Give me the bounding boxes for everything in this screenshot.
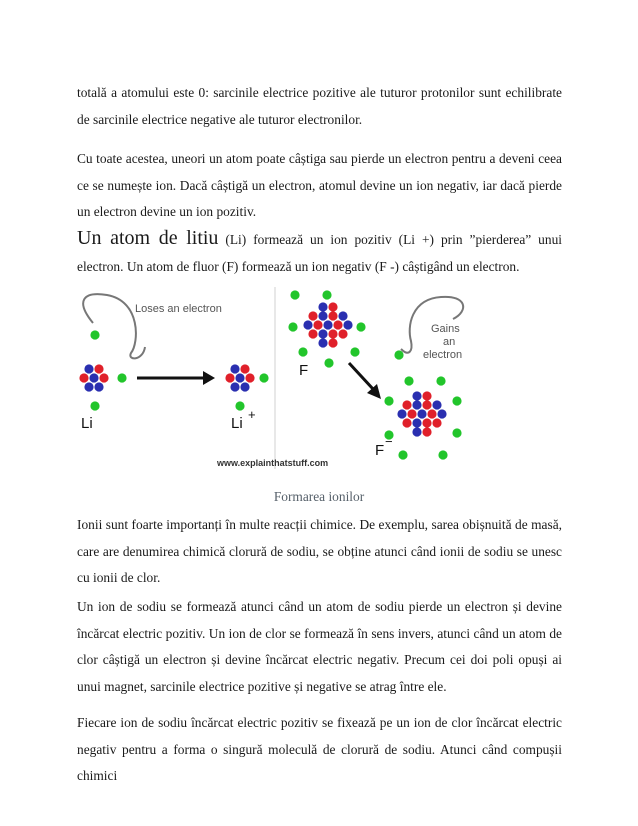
- lithium-electron: [90, 401, 99, 410]
- fluorine-electron: [322, 290, 331, 299]
- gains-label-line2: an: [443, 336, 456, 348]
- lithium-ion: [225, 364, 268, 410]
- lithium-fluorine-text: (Li) formează un ion pozitiv (Li +) prin ”pierderea” unui electron. Un atom de fluor (F) formează un ion negativ (F -) câștigând un electron.: [77, 232, 562, 274]
- fluorine-electron: [356, 322, 365, 331]
- lithium-atom: [79, 330, 126, 410]
- lithium-electron: [90, 330, 99, 339]
- ion-formation-figure: [71, 283, 471, 473]
- lithium-electron: [117, 373, 126, 382]
- gains-label-line1: Gains: [431, 323, 460, 335]
- fluorine-arrow: [349, 363, 373, 389]
- paragraph-ions-importance: Ionii sunt foarte importanți în multe reacții chimice. De exemplu, sarea obișnuită de masă, care are denumirea chimică clorură de sodiu, se obține atunci când ionii de sodiu se unesc cu ionii de clor.: [77, 517, 562, 585]
- gained-electron: [394, 350, 403, 359]
- fluorine-ion-electron: [438, 450, 447, 459]
- gains-label-line3: electron: [423, 349, 463, 361]
- fluorine-ion-electron: [404, 376, 413, 385]
- lithium-heading-text: Un atom de litiu: [77, 227, 219, 249]
- lithium-ion-electron: [235, 401, 244, 410]
- paragraph-lithium-fluorine: [77, 225, 562, 280]
- fluorine-electron: [290, 290, 299, 299]
- figure-caption: Formarea ionilor: [273, 489, 365, 504]
- fluorine-ion-label: F: [375, 442, 385, 459]
- lithium-ion-electron: [259, 373, 268, 382]
- fluorine-electron: [350, 347, 359, 356]
- fluorine-ion-charge: −: [385, 434, 393, 449]
- figure-credit: www.explainthatstuff.com: [217, 458, 329, 468]
- lithium-ion-charge: +: [248, 407, 256, 422]
- paragraph-charge-balance: totală a atomului este 0: sarcinile electrice pozitive ale tuturor protonilor sunt echilibrate de sarcinile electrice negative ale tuturor electronilor.: [77, 85, 562, 127]
- paragraph-sodium-chlorine: Un ion de sodiu se formează atunci când un atom de sodiu pierde un electron și devine încărcat electric pozitiv. Un ion de clor se formează în sens invers, atunci când un atom de clor câștigă un electron și devine încărcat electric negativ. Precum cei doi poli opuși ai unui magnet, sarcinile electrice pozitive și negative se atrag între ele.: [77, 599, 562, 694]
- fluorine-label: F: [299, 362, 309, 379]
- fluorine-electron: [324, 358, 333, 367]
- lithium-arrow-head: [203, 371, 215, 385]
- lithium-ion-label: Li: [231, 415, 243, 432]
- ion-formation-diagram: [71, 283, 471, 473]
- fluorine-atom: [288, 290, 365, 367]
- fluorine-ion-electron: [436, 376, 445, 385]
- fluorine-electron: [288, 322, 297, 331]
- paragraph-sodium-chloride: Fiecare ion de sodiu încărcat electric pozitiv se fixează pe un ion de clor încărcat electric negativ pentru a forma o singură moleculă de clorură de sodiu. Atunci când compușii chimici: [77, 715, 562, 783]
- fluorine-ion-electron: [384, 396, 393, 405]
- paragraph-ion-definition: Cu toate acestea, uneori un atom poate câștiga sau pierde un electron pentru a deveni ceea ce se numește ion. Dacă câștigă un electron, atomul devine un ion negativ, iar dacă pierde un electron devine un ion pozitiv.: [77, 151, 562, 219]
- fluorine-ion: [384, 376, 461, 459]
- fluorine-ion-electron: [398, 450, 407, 459]
- fluorine-ion-electron: [452, 428, 461, 437]
- loses-electron-label: Loses an electron: [135, 303, 222, 315]
- lithium-label: Li: [81, 415, 93, 432]
- fluorine-electron: [298, 347, 307, 356]
- fluorine-ion-electron: [452, 396, 461, 405]
